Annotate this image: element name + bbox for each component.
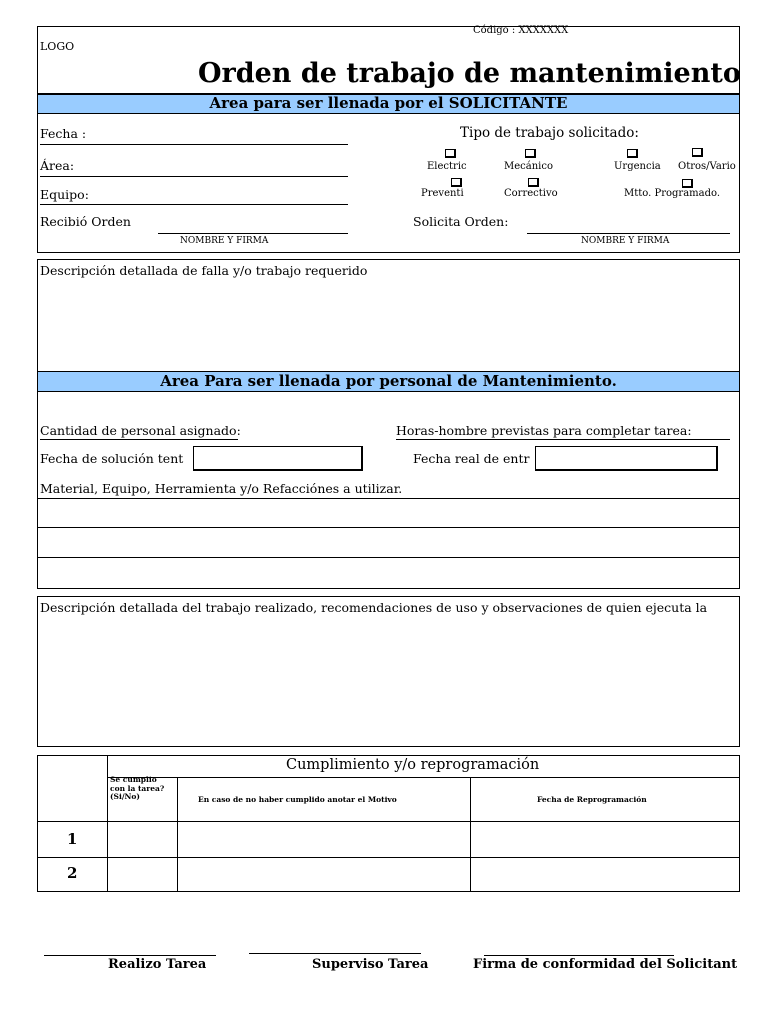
label-urgencia: Urgencia [614,161,661,172]
checkbox-electrico[interactable] [445,149,456,158]
tipo-trabajo-title: Tipo de trabajo solicitado: [460,125,639,141]
superviso-label: Superviso Tarea [312,957,429,972]
cantidad-underline [40,439,238,440]
checkbox-urgencia[interactable] [627,149,638,158]
table-col-divider-2 [177,778,178,892]
checkbox-mecanico[interactable] [525,149,536,158]
area-line[interactable] [40,176,348,177]
label-preventivo: Preventi [421,188,464,199]
fecha-tentativa-field[interactable] [193,446,363,471]
mantenimiento-band: Area Para ser llenada por personal de Mantenimiento. [37,371,740,392]
col-header-fecha: Fecha de Reprogramación [537,795,647,804]
recibio-line[interactable] [158,233,348,234]
realizo-label: Realizo Tarea [108,957,207,972]
table-row-divider [37,857,740,858]
label-mecanico: Mecánico [504,161,553,172]
checkbox-preventivo[interactable] [451,178,462,187]
page-title: Orden de trabajo de mantenimiento [198,58,741,89]
checkbox-correctivo[interactable] [528,178,539,187]
label-mtto-programado: Mtto. Programado. [624,188,721,199]
recibio-label: Recibió Orden [40,214,131,229]
horas-label: Horas-hombre previstas para completar tarea: [396,423,692,438]
col-header-motivo: En caso de no haber cumplido anotar el Motivo [198,795,397,804]
horas-line[interactable] [396,439,730,440]
codigo-label: Código : XXXXXXX [473,25,569,36]
conformidad-label: Firma de conformidad del Solicitant [473,957,738,972]
label-electrico: Electric [427,161,467,172]
material-row-2[interactable] [37,527,740,528]
conformidad-signature-line[interactable] [484,955,674,956]
table-row-number-2: 2 [67,864,78,882]
nombre-firma-left: NOMBRE Y FIRMA [180,236,269,246]
material-row-1[interactable] [37,498,740,499]
equipo-line[interactable] [40,204,348,205]
solicita-label: Solicita Orden: [413,214,509,229]
checkbox-mtto-programado[interactable] [682,179,693,188]
equipo-label: Equipo: [40,187,89,202]
descripcion-trabajo-box[interactable] [37,596,740,747]
col-header-cumplio: Se cumplio con la tarea? (Si/No) [110,775,165,802]
material-row-3[interactable] [37,557,740,558]
table-row-number-1: 1 [67,830,78,848]
checkbox-otros[interactable] [692,148,703,157]
descripcion-trabajo-label: Descripción detallada del trabajo realizado, recomendaciones de uso y observaciones de quien ejecuta la [40,600,708,615]
fecha-tentativa-label: Fecha de solución tent [40,451,184,466]
fecha-label: Fecha : [40,126,87,141]
label-correctivo: Correctivo [504,188,558,199]
logo-placeholder: LOGO [40,40,75,53]
descripcion-falla-label: Descripción detallada de falla y/o trabajo requerido [40,263,368,278]
table-header-divider [37,821,740,822]
cumplimiento-title: Cumplimiento y/o reprogramación [286,757,540,773]
table-col-divider-1 [107,755,108,892]
solicitante-band: Area para ser llenada por el SOLICITANTE [37,94,740,114]
fecha-real-field[interactable] [535,446,718,471]
table-col-divider-3 [470,778,471,892]
cantidad-label: Cantidad de personal asignado: [40,423,241,438]
material-label: Material, Equipo, Herramienta y/o Refacciónes a utilizar. [40,481,403,496]
nombre-firma-right: NOMBRE Y FIRMA [581,236,670,246]
solicita-line[interactable] [527,233,730,234]
realizo-signature-line[interactable] [44,955,216,956]
fecha-line[interactable] [40,144,348,145]
label-otros: Otros/Vario [678,161,736,172]
superviso-signature-line[interactable] [249,953,421,954]
area-label: Área: [40,158,75,173]
fecha-real-label: Fecha real de entr [413,451,530,466]
table-title-divider [107,777,740,778]
